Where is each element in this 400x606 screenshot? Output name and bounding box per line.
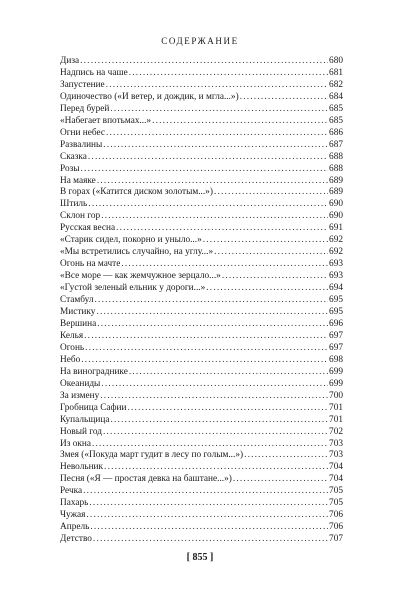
toc-entry-page-number: 684 [329,91,343,102]
toc-entry-title: Детство [60,534,92,545]
toc-entry-page-number: 706 [329,510,343,521]
toc-entry [60,427,343,439]
toc-entry-page-number: 687 [329,139,343,150]
toc-entry-page-number: 685 [329,103,343,114]
dot-leader [97,176,328,188]
toc-entry-page-number: 692 [329,235,343,246]
toc-entry-page-number: 680 [329,56,343,66]
toc-entry [60,295,343,307]
dot-leader [81,164,329,176]
toc-entry-page-number: 695 [329,295,343,306]
toc-entry-title: Из окна [60,438,91,449]
toc-entry-title: Склон гор [60,211,101,222]
toc-entry-title: Невольник [60,462,104,473]
toc-entry [60,391,343,403]
dot-leader [88,199,328,211]
toc-entry [60,343,343,355]
dot-leader [121,259,328,271]
dot-leader [86,510,328,522]
toc-entry [60,128,343,140]
toc-entry-title: Апрель [60,522,90,533]
dot-leader [84,331,328,343]
dot-leader [222,271,328,283]
toc-entry [60,522,343,534]
toc-entry-title: Купальщица [60,414,110,425]
toc-entry-page-number: 697 [329,330,343,341]
toc-entry [60,510,343,522]
toc-entry-title: Розы [60,163,80,174]
toc-entry [60,259,343,271]
toc-entry-page-number: 694 [329,283,343,294]
toc-entry-title: Новый год [60,426,102,437]
toc-entry-title: «Мы встретились случайно, на углу...» [60,247,214,258]
toc-entry [60,56,343,68]
toc-entry-page-number: 695 [329,307,343,318]
toc-entry [60,331,343,343]
dot-leader [244,450,328,462]
toc-entry-title: Пахарь [60,498,89,509]
toc-entry [60,439,343,451]
dot-leader [116,223,328,235]
toc-entry-title: За измену [60,390,100,401]
toc-entry-page-number: 693 [329,259,343,270]
table-of-contents [60,56,343,546]
toc-entry-page-number: 707 [329,534,343,545]
toc-entry [60,415,343,427]
dot-leader [214,247,328,259]
toc-entry-title: Перед бурей [60,103,110,114]
toc-entry-page-number: 705 [329,486,343,497]
toc-entry-title: На винограднике [60,366,128,377]
toc-entry [60,486,343,498]
toc-entry-title: Змея («Покуда март гудит в лесу по голым...») [60,450,244,461]
toc-entry [60,355,343,367]
toc-entry-page-number: 704 [329,462,343,473]
dot-leader [101,379,328,391]
toc-entry-title: Вершина [60,318,97,329]
toc-entry-page-number: 704 [329,474,343,485]
toc-entry-title: Мистику [60,307,96,318]
toc-entry [60,474,343,486]
dot-leader [90,522,328,534]
toc-entry-title: Штиль [60,199,88,210]
toc-entry-page-number: 686 [329,127,343,138]
toc-entry-title: Сказка [60,151,87,162]
toc-entry [60,534,343,546]
toc-entry-title: Огни небес [60,127,105,138]
dot-leader [206,283,328,295]
toc-entry [60,152,343,164]
toc-entry [60,235,343,247]
toc-entry-page-number: 689 [329,187,343,198]
toc-entry-page-number: 692 [329,247,343,258]
toc-entry-title: Огонь на мачте [60,259,121,270]
toc-entry-page-number: 690 [329,211,343,222]
dot-leader [203,235,328,247]
toc-entry-page-number: 699 [329,378,343,389]
dot-leader [95,295,329,307]
toc-entry-page-number: 688 [329,151,343,162]
toc-entry-page-number: 697 [329,342,343,353]
toc-entry [60,176,343,188]
dot-leader [103,140,328,152]
toc-entry-title: Келья [60,330,84,341]
dot-leader [85,343,328,355]
toc-entry-title: Запустение [60,79,105,90]
toc-entry-title: «Все море — как жемчужное зерцало...» [60,271,221,282]
dot-leader [97,319,328,331]
toc-entry-title: Одиночество («И ветер, и дождик, и мгла...») [60,91,239,102]
dot-leader [92,439,328,451]
dot-leader [129,68,328,80]
toc-entry-page-number: 702 [329,426,343,437]
toc-entry [60,140,343,152]
dot-leader [128,403,329,415]
dot-leader [129,367,328,379]
toc-entry-page-number: 693 [329,271,343,282]
toc-entry-page-number: 701 [329,402,343,413]
toc-entry [60,283,343,295]
dot-leader [93,534,328,546]
dot-leader [103,427,328,439]
toc-entry-page-number: 688 [329,163,343,174]
dot-leader [101,211,328,223]
dot-leader [88,152,328,164]
page-number: [ 855 ] [186,552,214,563]
dot-leader [152,116,328,128]
toc-entry-page-number: 681 [329,67,343,78]
toc-entry-page-number: 703 [329,450,343,461]
toc-entry [60,319,343,331]
toc-entry-title: Речка [60,486,83,497]
toc-entry-title: Развалины [60,139,103,150]
toc-entry-page-number: 699 [329,366,343,377]
toc-entry-page-number: 685 [329,115,343,126]
toc-entry [60,247,343,259]
toc-entry-title: Русская весна [60,223,116,234]
toc-entry-title: «Набегает впотьмах...» [60,115,152,126]
toc-entry [60,223,343,235]
toc-entry [60,164,343,176]
toc-entry-title: Надпись на чаше [60,67,128,78]
toc-entry [60,450,343,462]
toc-entry [60,104,343,116]
toc-entry [60,462,343,474]
dot-leader [214,187,328,199]
dot-leader [89,498,328,510]
toc-entry-title: Стамбул [60,295,94,306]
toc-entry [60,199,343,211]
toc-entry [60,379,343,391]
toc-entry-title: Песня («Я — простая девка на баштане...») [60,474,232,485]
toc-entry-title: Чужая [60,510,86,521]
toc-entry [60,271,343,283]
dot-leader [233,474,328,486]
toc-entry-title: В горах («Катится диском золотым...») [60,187,213,198]
toc-entry-page-number: 700 [329,390,343,401]
toc-entry-title: «Густой зеленый ельник у дороги...» [60,283,206,294]
toc-entry-page-number: 705 [329,498,343,509]
toc-entry [60,116,343,128]
toc-entry-page-number: 698 [329,354,343,365]
dot-leader [80,56,328,68]
toc-entry-page-number: 691 [329,223,343,234]
toc-entry [60,498,343,510]
toc-entry-title: Огонь [60,342,85,353]
toc-entry [60,403,343,415]
dot-leader [83,486,328,498]
dot-leader [81,355,328,367]
toc-entry-page-number: 682 [329,79,343,90]
toc-entry [60,80,343,92]
toc-entry-title: На маяке [60,175,96,186]
dot-leader [110,415,328,427]
dot-leader [106,80,328,92]
dot-leader [96,307,328,319]
dot-leader [100,391,328,403]
toc-entry-title: Диза [60,56,80,66]
toc-entry [60,92,343,104]
dot-leader [106,128,328,140]
toc-entry-title: Небо [60,354,81,365]
running-title: СОДЕРЖАНИЕ [161,36,239,46]
toc-entry [60,187,343,199]
toc-entry [60,68,343,80]
toc-entry [60,211,343,223]
toc-entry [60,307,343,319]
toc-entry-page-number: 701 [329,414,343,425]
toc-entry-page-number: 696 [329,318,343,329]
toc-entry-page-number: 706 [329,522,343,533]
dot-leader [110,104,328,116]
toc-entry-page-number: 690 [329,199,343,210]
toc-entry-title: Океаниды [60,378,101,389]
toc-entry-title: «Старик сидел, покорно и уныло...» [60,235,202,246]
dot-leader [104,462,328,474]
toc-entry [60,367,343,379]
dot-leader [240,92,328,104]
toc-entry-page-number: 703 [329,438,343,449]
toc-entry-page-number: 689 [329,175,343,186]
toc-entry-title: Гробница Сафии [60,402,127,413]
